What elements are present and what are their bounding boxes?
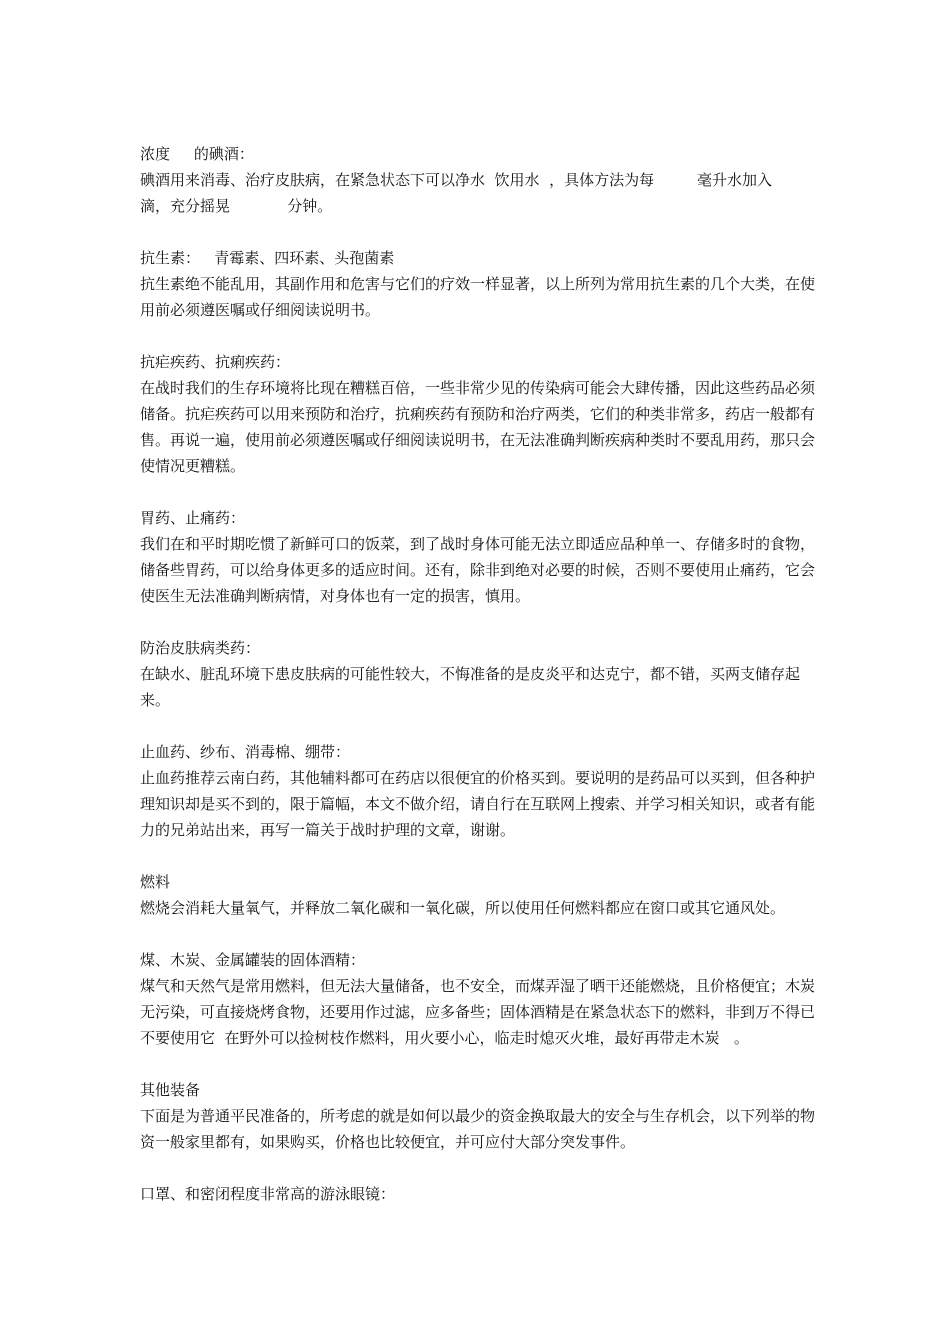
section-body: 抗生素绝不能乱用，其副作用和危害与它们的疗效一样显著，以上所列为常用抗生素的几个大类，在使用前必须遵医嘱或仔细阅读说明书。: [140, 275, 816, 319]
section-body: 在缺水、脏乱环境下患皮肤病的可能性较大，不悔准备的是皮炎平和达克宁，都不错，买两支储存起来。: [140, 665, 801, 709]
section-other-equipment: [140, 1077, 815, 1155]
document-page: [140, 141, 815, 1233]
section-body: 我们在和平时期吃惯了新鲜可口的饭菜，到了战时身体可能无法立即适应品种单一、存储多时的食物，储备些胃药，可以给身体更多的适应时间。还有，除非到绝对必要的时候，否则不要使用止痛药，它会使医生无法准确判断病情，对身体也有一定的损害，慎用。: [140, 535, 816, 605]
section-body: 煤气和天然气是常用燃料，但无法大量储备，也不安全，而煤弄湿了晒干还能燃烧，且价格便宜；木炭无污染，可直接烧烤食物，还要用作过滤，应多备些；固体酒精是在紧急状态下的燃料，非到万不得已不要使用它 在野外可以捡树枝作燃料，用火要小心，临走时熄灭火堆，最好再带走木炭 。: [140, 977, 816, 1047]
section-body: 下面是为普通平民准备的，所考虑的就是如何以最少的资金换取最大的安全与生存机会，以下列举的物资一般家里都有，如果购买，价格也比较便宜，并可应付大部分突发事件。: [140, 1107, 816, 1151]
section-heading: 浓度 的碘酒：: [140, 145, 254, 163]
section-heading: 止血药、纱布、消毒棉、绷带：: [140, 743, 351, 761]
section-body: 碘酒用来消毒、治疗皮肤病，在紧急状态下可以净水 饮用水 ，具体方法为每 毫升水加入 滴，充分摇晃 分钟。: [140, 171, 792, 215]
section-solid-fuel: [140, 947, 815, 1051]
section-antimalarial: [140, 349, 815, 479]
section-body: 燃烧会消耗大量氧气，并释放二氧化碳和一氧化碳，所以使用任何燃料都应在窗口或其它通风处。: [140, 899, 786, 917]
section-heading: 口罩、和密闭程度非常高的游泳眼镜：: [140, 1185, 396, 1203]
section-mask-goggles: [140, 1181, 815, 1207]
section-fuel: [140, 869, 815, 921]
section-antibiotics: [140, 245, 815, 323]
section-heading: 抗疟疾药、抗痢疾药：: [140, 353, 291, 371]
section-iodine: [140, 141, 815, 219]
section-stomach-painkillers: [140, 505, 815, 609]
section-body: 在战时我们的生存环境将比现在糟糕百倍，一些非常少见的传染病可能会大肆传播，因此这些药品必须储备。抗疟疾药可以用来预防和治疗，抗痢疾药有预防和治疗两类，它们的种类非常多，药店一般都有售。再说一遍，使用前必须遵医嘱或仔细阅读说明书，在无法准确判断疾病种类时不要乱用药，那只会使情况更糟糕。: [140, 379, 816, 475]
section-body: 止血药推荐云南白药，其他辅料都可在药店以很便宜的价格买到。要说明的是药品可以买到，但各种护理知识却是买不到的，限于篇幅，本文不做介绍，请自行在互联网上搜索、并学习相关知识，或者有能力的兄弟站出来，再写一篇关于战时护理的文章，谢谢。: [140, 769, 816, 839]
section-skin-medicine: [140, 635, 815, 713]
section-heading: 其他装备: [140, 1081, 201, 1099]
section-heading: 抗生素： 青霉素、四环素、头孢菌素: [140, 249, 395, 267]
section-heading: 燃料: [140, 873, 171, 891]
section-heading: 防治皮肤病类药：: [140, 639, 261, 657]
section-bandages: [140, 739, 815, 843]
section-heading: 胃药、止痛药：: [140, 509, 246, 527]
section-heading: 煤、木炭、金属罐装的固体酒精：: [140, 951, 366, 969]
